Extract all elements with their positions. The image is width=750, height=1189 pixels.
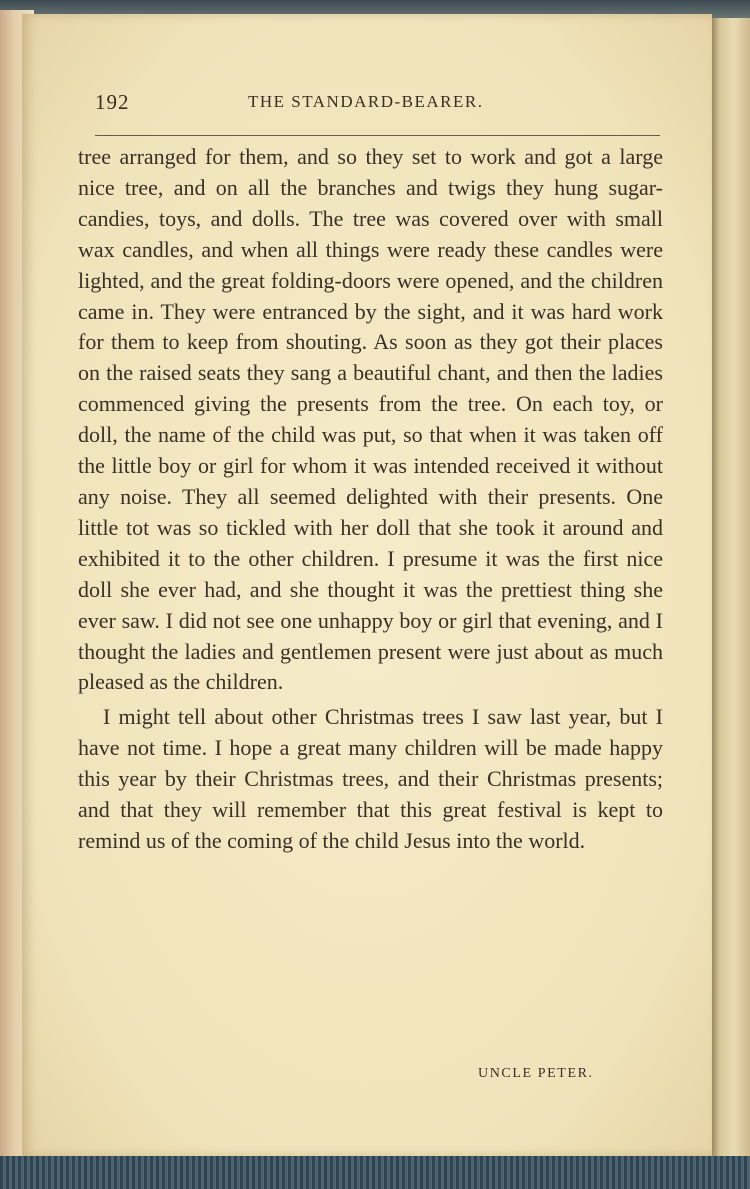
signature: UNCLE PETER. <box>478 1066 594 1081</box>
running-header <box>95 90 660 120</box>
header-rule <box>95 135 660 136</box>
paragraph-2: I might tell about other Christmas trees I saw last year, but I have not time. I hope a great many children will be made happy this year by their Christmas trees, and their Christmas presents; and that they will remember that this great festival is kept to remind us of the coming of the child Jesus into the world. <box>78 704 663 853</box>
body-text <box>78 142 663 857</box>
running-title: THE STANDARD-BEARER. <box>248 92 484 111</box>
book-gutter-right <box>710 18 750 1160</box>
paragraph-1: tree arranged for them, and so they set to work and got a large nice tree, and on all the branches and twigs they hung sugar-candies, toys, and dolls. The tree was covered over with small wax candles, and when all things were ready these candles were lighted, and the great folding-doors were opened, and the children came in. They were entranced by the sight, and it was hard work for them to keep from shouting. As soon as they got their places on the raised seats they sang a beautiful chant, and then the ladies commenced giving the presents from the tree. On each toy, or doll, the name of the child was put, so that when it was taken off the little boy or girl for whom it was intended received it without any noise. They all seemed delighted with their presents. One little tot was so tickled with her doll that she took it around and exhibited it to the other children. I presume it was the first nice doll she ever had, and she thought it was the prettiest thing she ever saw. I did not see one unhappy boy or girl that evening, and I thought the ladies and gentlemen present were just about as much pleased as the children. <box>78 144 663 695</box>
page-number: 192 <box>95 90 130 114</box>
book-bottom-edge <box>0 1156 750 1189</box>
